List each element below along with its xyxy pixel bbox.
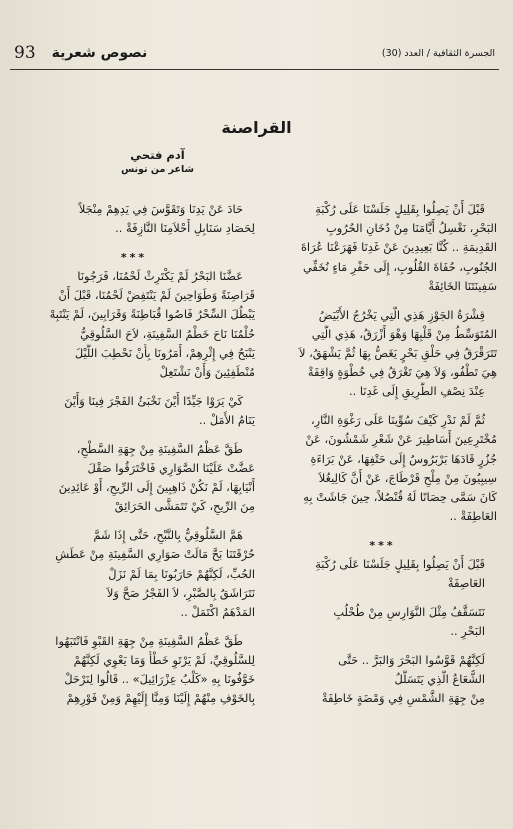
poem-line: أَنْيَابِهَا، لَمْ نَكُنْ ذَاهِبِينَ إِلَى الرِّيحِ، أَوْ عَائِدِينَ bbox=[58, 480, 255, 495]
poem-line: المُتَوَسِّطُ مِنْ قَلْبِهَا وَهْوَ أَزْرَقُ، هَذِي الَّتِي bbox=[311, 326, 497, 341]
poem-line: المَدْهَمُ اكْتَمَلْ .. bbox=[180, 605, 255, 620]
poem-line: يَنْبَحُ فِي إِثْرِهِمْ، أَمَرُونَا بِأَنْ نَحْطِبَ اللَّيْلَ bbox=[74, 345, 255, 360]
stanza-gap bbox=[13, 517, 255, 527]
poem-line: حُلْمُنَا نَاحَ خَطْمُ السَّفِينَةِ، لاَحَ السَّلُوقِيُّ bbox=[80, 326, 255, 341]
poem-column-left bbox=[13, 200, 255, 829]
poem-line: طَقَّ عَظْمُ السَّفِينَةِ مِنْ جِهَةِ السَّطْحِ، bbox=[76, 441, 243, 456]
header-left bbox=[14, 43, 147, 63]
poem-line: يَبْطُلَ السِّحْرُ فَاصُوا قُبَاطِنَةً وَقَرَابِينَ، لَمْ يَنْتَبِهْ bbox=[49, 307, 255, 322]
stanza-gap bbox=[13, 382, 255, 392]
stanza-gap bbox=[268, 402, 497, 412]
poem-line: الشُّعَاعُ الَّذِي يَتَسَلَّلُ bbox=[394, 672, 485, 687]
poem-line: نَتَسَقَّفُ مِثْلَ النَّوَارِسِ مِنْ طُحْلُبِ bbox=[333, 605, 485, 620]
poem-line: قَبْلَ أَنْ يَصِلُوا بِقَلِيلٍ جَلَسْنَا عَلَى رُكْبَةِ bbox=[315, 557, 485, 572]
stanza-gap bbox=[268, 296, 497, 306]
poem-line: هَمَّ السَّلُوقِيُّ بِالنَّبْحِ، حَتَّى إِذَا شَمَّ bbox=[93, 528, 243, 543]
poem-line: قَبْلَ أَنْ يَصِلُوا بِقَلِيلٍ جَلَسْنَا عَلَى رُكْبَةِ bbox=[315, 202, 485, 216]
poem-line: سَفِينَتَنَا الخَائِفَةْ bbox=[428, 278, 497, 293]
stanza-gap bbox=[268, 593, 497, 603]
poem-line: نَتَرَاشَقُ بِالصَّبْرِ، لاَ الفَجْرُ صَحَّ وَلاَ bbox=[106, 585, 255, 600]
page-number: 93 bbox=[14, 43, 36, 63]
poem-line: مِنَ الرِّيحِ، كَيْ تَتَمَشَّى الحَرَائِقْ bbox=[114, 499, 255, 514]
poem-line: العَاصِفَةْ bbox=[447, 576, 485, 591]
poem-line: لِلسَّلُوقِيِّ، لَمْ يَرْتَوِ خَطْأً وَمَا يَعْوِي لَكِنَّهُمْ bbox=[73, 653, 255, 668]
poem-line: لَكِنَّهُمْ قَوَّسُوا البَحْرَ وَالبَرَّ .. حَتَّى bbox=[338, 653, 485, 668]
poem-line: هِيَ تَطْفُو، وَلاَ هِيَ تَغْرَقُ فِي خُطْوَةٍ وَاقِفَةْ bbox=[307, 365, 497, 380]
poem-line: عِنْدَ نِصْفِ الطَّرِيقِ إِلَى غَدِنَا .. bbox=[348, 384, 485, 399]
poem-line: خَوَّفُونَا بِهِ «كَلْبُ عِزْرَائِيلَ» .. قَالُوا لِنَرْحَلْ bbox=[64, 672, 255, 687]
poem-line: العَاطِفَةْ .. bbox=[449, 509, 497, 524]
stanza-gap bbox=[13, 622, 255, 632]
poem-line: قِشْرَةُ الجَوْزِ هَذِي الَّتِي يَخْرُجُ الأَبْيَضُ bbox=[318, 307, 485, 322]
poem-line: الحُبِّ، لَكِنَّهُمْ حَارَبُونَا بِمَا لَمْ نَزَلْ bbox=[108, 566, 255, 581]
stanza-gap bbox=[13, 238, 255, 248]
stanza-separator: *** bbox=[120, 251, 148, 264]
stanza-gap bbox=[268, 641, 497, 651]
poem-title: القراصنة bbox=[221, 118, 292, 137]
poem-line: كَانَ سَمَّى حِصَانًا لَهُ قُنْصُلاً، حِينَ جَاشَتْ بِهِ bbox=[303, 490, 497, 505]
poem-line: حَادَ عَنْ يَدِنَا وَتَقَوَّسَ فِي يَدِهِمْ مِنْجَلاً bbox=[78, 202, 243, 216]
poem-line: مِنْ جِهَةِ الشَّمْسِ فِي وَمْضَةٍ خَاطِفَةْ bbox=[321, 691, 485, 706]
poem-line: مُنْطَفِئِينَ وَأَنْ نَشْتَعِلْ bbox=[159, 365, 255, 380]
poem-line: لِحَصَادِ سَنَابِلِ أَحْلاَمِنَا النَّازِفَةْ .. bbox=[115, 221, 255, 236]
poem-line: البَحْرِ .. bbox=[450, 624, 485, 639]
poem-line: طَقَّ عَظْمُ السَّفِينَةِ مِنْ جِهَةِ القَبْوِ فَانْتَبَهُوا bbox=[55, 633, 243, 648]
poem-line: عَضَّتْ عَلَيْنَا الصَّوَارِي فَاخْتَرَقُوا صَقْلَ bbox=[87, 461, 255, 476]
author-block bbox=[40, 147, 275, 177]
stanza-separator: *** bbox=[369, 539, 396, 553]
poem-line: بِالخَوْفِ مِنْهُمْ إِلَيْنَا وَمِنَّا إِلَيْهِمْ وَمِنْ فَوْرِهِمْ bbox=[66, 691, 255, 706]
author-description: شاعر من تونس bbox=[121, 164, 194, 175]
header-rule bbox=[10, 69, 499, 70]
poem-line: جُزُرٍ قَادَهَا بَرْبَرُوسُ إِلَى حَتْفِهَا، عَنْ بَرَاءَةِ bbox=[310, 451, 497, 466]
page-header bbox=[14, 40, 495, 66]
poem-line: سِيبِيُونَ مِنْ مِلْحِ قَرْطَاجَ، عَنْ أَنَّ كَالِيغُلاَ bbox=[318, 470, 497, 485]
poem-line: يَنَامُ الأَمَلْ .. bbox=[198, 413, 255, 428]
poem-line: ثُمَّ لَمْ نَدْرِ كَيْفَ سُوِّينَا عَلَى رَغْوَةِ النَّارِ، bbox=[310, 413, 485, 428]
poem-line: البَحْرِ، نَغْسِلُ أَيَّامَنَا مِنْ دُخَانِ الحُرُوبِ bbox=[326, 221, 497, 236]
poem-column-right bbox=[268, 200, 497, 829]
poem-line: مُخْتَرِعِينَ أَسَاطِيرَ عَنْ شَعْرِ شَمْشُونَ، عَنْ bbox=[305, 432, 497, 447]
stanza-gap bbox=[268, 526, 497, 536]
poem-line: حُرْقَتَنَا بَحَّ مَالَتْ صَوَارِي السَّفِينَةِ مِنْ عَطَشِ bbox=[55, 547, 255, 562]
stanza-gap bbox=[13, 430, 255, 440]
section-title: نصوص شعرية bbox=[51, 45, 148, 61]
poem-line: تَتَرَقْرَقُ فِي حَلْقِ بَحْرٍ يَغَصُّ بِهَا ثُمَّ يَشْهَقُ، لاَ bbox=[298, 346, 497, 361]
poem-line: قَرَاصِنَةً وَطَوَاحِينَ لَمْ يَنْتَفِضْ لَحْمُنَا، قَبْلَ أَنْ bbox=[58, 288, 255, 303]
poem-line: الجُنُوبِ، حُفَاةَ القُلُوبِ، إِلَى حَفْرِ مَاءٍ نُخَفِّي bbox=[302, 259, 497, 274]
poem-line: كَيْ يَرَوْا جَيِّدًا أَيْنَ نَخْبَئُ الفَجْرَ فِينَا وَأَيْنَ bbox=[64, 393, 243, 408]
author-name: آدم فتحي bbox=[130, 148, 185, 162]
journal-info: الجسرة الثقافية / العدد (30) bbox=[381, 47, 495, 59]
poem-line: عَضَّنَا البَحْرُ لَمْ يَكْتَرِثْ لَحْمُنَا، فَرَجُونَا bbox=[77, 269, 243, 283]
poem-line: القَدِيمَةِ .. كُنَّا بَعِيدِينَ عَنْ غَدِنَا فَهَرَعْنَا عُرَاةَ bbox=[300, 240, 497, 255]
